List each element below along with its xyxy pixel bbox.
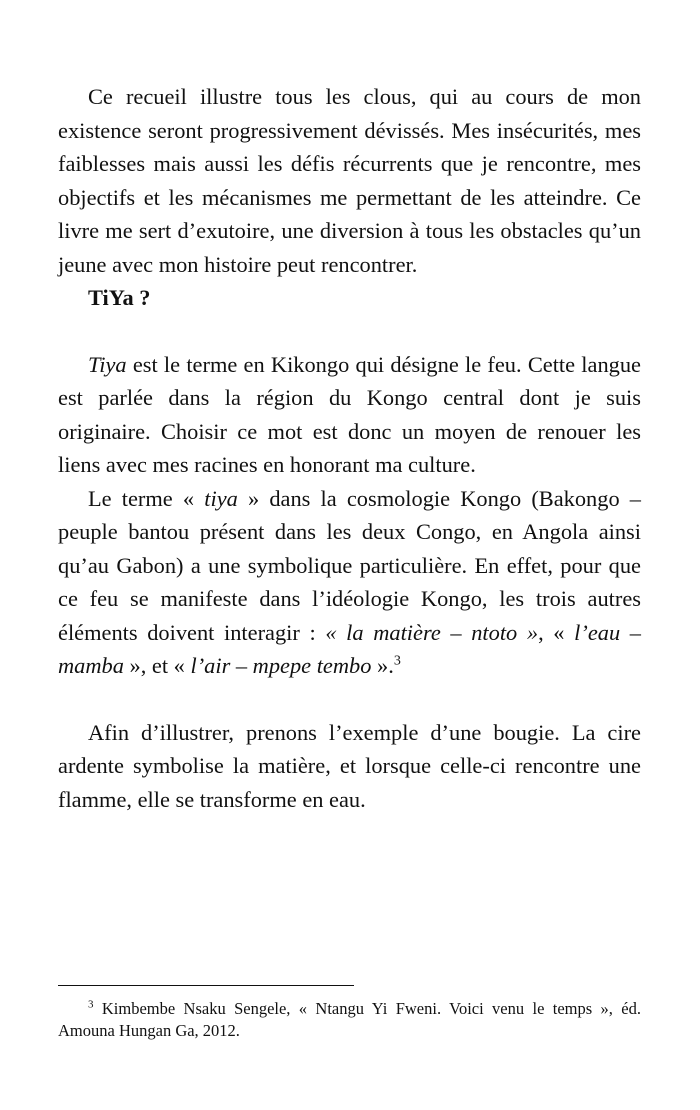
paragraph-tiya-text: est le terme en Kikongo qui désigne le feu. Cette langue est parlée dans la région du Kongo central dont je suis originaire. Choisir ce mot est donc un moyen de renouer les liens avec mes racines en honorant ma culture. [58, 351, 641, 477]
cosmology-element-air: l’air – mpepe tembo [190, 653, 372, 678]
footnote [58, 998, 641, 1042]
paragraph-tiya [58, 348, 641, 482]
intro-paragraph: Ce recueil illustre tous les clous, qui au cours de mon existence seront progressivement dévissés. Mes insécurités, mes faiblesses mais aussi les défis récurrents que je rencontre, mes objectifs et les mécanismes me permettant de les atteindre. Ce livre me sert d’exutoire, une diversion à tous les obstacles qu’un jeune avec mon histoire peut rencontrer. [58, 84, 641, 277]
cosmology-part1: Le terme « [88, 485, 205, 511]
cosmology-element-matter: « la matière – ntoto » [325, 619, 539, 645]
cosmology-part4: », et « [123, 653, 191, 678]
footnote-divider [58, 985, 354, 986]
cosmology-part2: » dans la cosmologie Kongo (Bakongo – peuple bantou présent dans les deux Congo, en Angola ainsi qu’au Gabon) a une symbolique particulière. En effet, pour que ce feu se manifeste dans l’idéologie Kongo, les trois autres éléments doivent interagir : [58, 485, 641, 645]
paragraph-cosmology [58, 482, 641, 683]
footnote-text: Kimbembe Nsaku Sengele, « Ntangu Yi Fweni. Voici venu le temps », éd. Amouna Hungan Ga, 2012. [58, 999, 641, 1040]
cosmology-part3: , « [538, 619, 575, 645]
page-body [58, 80, 641, 816]
cosmology-part5: ». [371, 653, 394, 678]
paragraph-candle: Afin d’illustrer, prenons l’exemple d’une bougie. La cire ardente symbolise la matière, et lorsque celle-ci rencontre une flamme, elle se transforme en eau. [58, 719, 641, 812]
term-tiya-italic: Tiya [88, 351, 127, 377]
section-heading: TiYa ? [88, 285, 151, 310]
footnote-reference: 3 [393, 653, 401, 669]
cosmology-element-water: l’eau – mamba [58, 619, 641, 678]
cosmology-term-italic: tiya [204, 485, 238, 511]
footnote-number: 3 [88, 998, 94, 1011]
